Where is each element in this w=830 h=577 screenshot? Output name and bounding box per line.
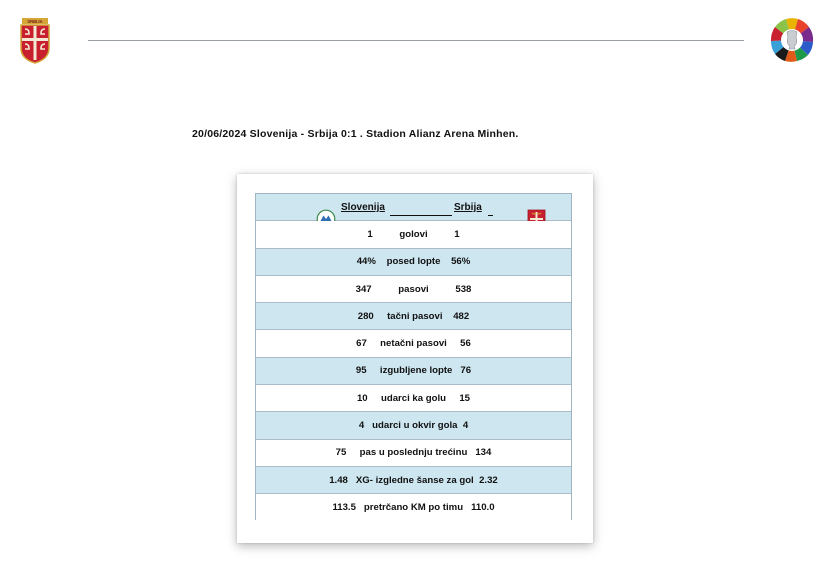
header-divider [88, 40, 744, 41]
header-underline-tail [488, 215, 493, 216]
stat-row-shots [256, 385, 571, 412]
away-value: 4 [462, 420, 469, 432]
away-value: 110.0 [471, 502, 495, 514]
stat-label: izgubljene lopte [379, 365, 453, 377]
away-value: 1 [454, 228, 460, 240]
away-value: 15 [459, 392, 471, 404]
stat-row-inaccurate-passes [256, 331, 571, 358]
away-value: 76 [460, 365, 472, 377]
serbia-fa-badge-icon [511, 198, 530, 220]
away-value: 538 [455, 283, 472, 295]
stats-table [255, 193, 572, 520]
stat-label: netačni pasovi [380, 338, 447, 350]
stat-label: udarci ka golu [380, 392, 447, 404]
stat-row-goals [256, 221, 571, 248]
stat-label: tačni pasovi [387, 310, 443, 322]
stat-label: pas u poslednju trećinu [359, 447, 468, 459]
home-value: 4 [358, 420, 365, 432]
away-value: 2.32 [479, 474, 498, 486]
home-value: 10 [356, 392, 368, 404]
stat-row-lost-balls [256, 358, 571, 385]
home-value: 95 [355, 365, 367, 377]
home-value: 280 [357, 310, 374, 322]
serbia-fa-crest-icon [18, 18, 52, 64]
home-value: 113.5 [332, 502, 356, 514]
stat-row-passes [256, 276, 571, 303]
stat-row-accurate-passes [256, 303, 571, 330]
match-title: 20/06/2024 Slovenija - Srbija 0:1 . Stadion Alianz Arena Minhen. [192, 128, 519, 140]
away-value: 56 [460, 338, 471, 350]
euro-2024-trophy-icon [770, 14, 814, 66]
stat-label: pretrčano KM po timu [363, 502, 464, 514]
crest-lettering: SRBIJA [27, 19, 43, 24]
stat-row-distance-covered [256, 494, 571, 521]
away-value: 482 [453, 310, 470, 322]
stat-row-shots-on-target [256, 412, 571, 439]
stat-label: posed lopte [386, 256, 441, 268]
home-value: 75 [335, 447, 347, 459]
home-value: 1.48 [329, 474, 348, 486]
home-value: 67 [356, 338, 367, 350]
home-value: 44% [356, 256, 376, 268]
away-team-name: Srbija [454, 202, 482, 213]
stat-row-possession [256, 249, 571, 276]
slovenia-fa-badge-icon [300, 198, 320, 218]
stat-label: golovi [399, 228, 428, 240]
home-team-name: Slovenija [341, 202, 385, 213]
stat-label: pasovi [398, 283, 429, 295]
stat-row-final-third-passes [256, 440, 571, 467]
stat-row-expected-goals [256, 467, 571, 494]
away-value: 56% [451, 256, 471, 268]
away-value: 134 [475, 447, 492, 459]
stat-label: XG- izgledne šanse za gol [355, 474, 474, 486]
table-header-row [256, 194, 571, 221]
home-value: 1 [367, 228, 373, 240]
header-underline [390, 215, 452, 216]
stat-label: udarci u okvir gola [372, 420, 458, 432]
home-value: 347 [355, 283, 372, 295]
